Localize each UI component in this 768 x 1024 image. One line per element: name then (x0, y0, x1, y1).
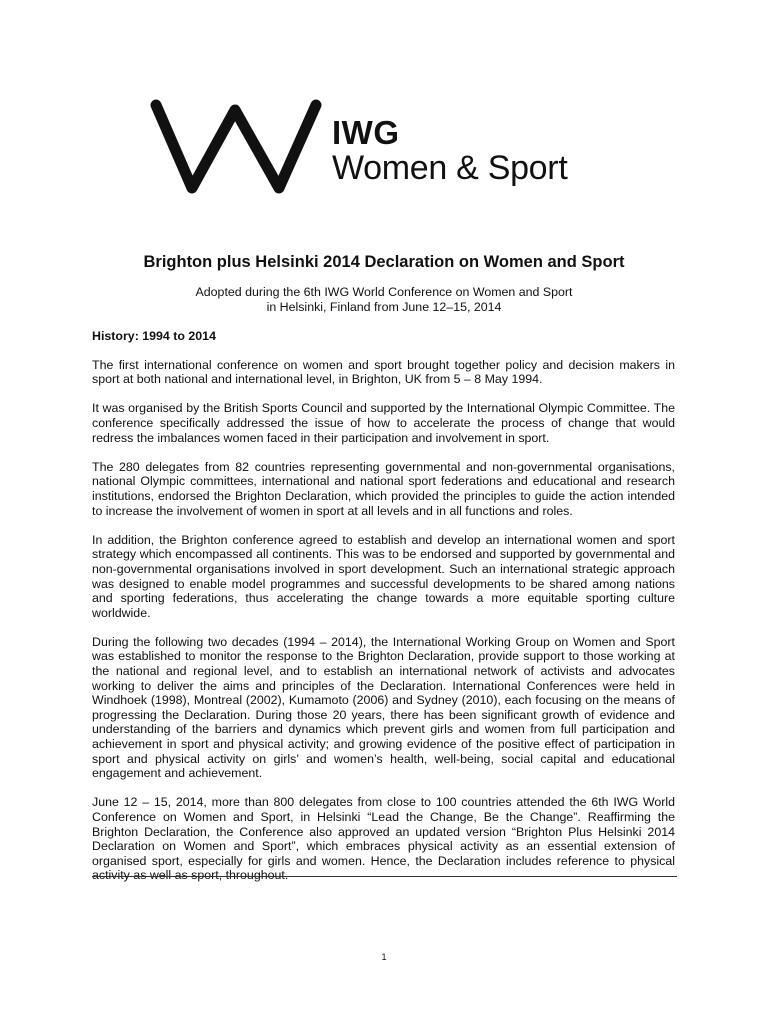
iwg-w-logo-icon (148, 96, 324, 200)
document-body (92, 329, 675, 898)
logo-abbreviation: IWG (332, 114, 400, 151)
page-number: 1 (381, 952, 387, 962)
paragraph: During the following two decades (1994 – 2014), the International Working Group on Women and Sport was established to monitor the response to the Brighton Declaration, provide support to those working at the national and regional level, and to establish an international network of activists and advocates working to deliver the aims and principles of the Declaration. International Conferences were held in Windhoek (1998), Montreal (2002), Kumamoto (2006) and Sydney (2010), each focusing on the means of progressing the Declaration. During those 20 years, there has been significant growth of evidence and understanding of the barriers and dynamics which prevent girls and women from full participation and achievement in sport and physical activity; and growing evidence of the positive effect of participation in sport and physical activity on girls’ and women’s health, well-being, social capital and educational engagement and achievement. (92, 634, 675, 781)
paragraph: It was organised by the British Sports Council and supported by the International Olympic Committee. The conference specifically addressed the issue of how to accelerate the process of change that would redress the imbalances women faced in their participation and involvement in sport. (92, 401, 675, 445)
paragraph: The first international conference on women and sport brought together policy and decision makers in sport at both national and international level, in Brighton, UK from 5 – 8 May 1994. (92, 357, 675, 387)
document-title: Brighton plus Helsinki 2014 Declaration on Women and Sport (143, 253, 625, 271)
subtitle-line: Adopted during the 6th IWG World Conference on Women and Sport (195, 285, 573, 299)
paragraph: In addition, the Brighton conference agreed to establish and develop an international women and sport strategy which encompassed all continents. This was to be endorsed and supported by governmental and non-governmental organisations involved in sport development. Such an international strategic approach was designed to enable model programmes and successful developments to be shared among nations and sporting federations, thus accelerating the change towards a more equitable sporting culture worldwide. (92, 532, 675, 620)
document-subtitle (0, 285, 768, 314)
iwg-logo (148, 96, 618, 200)
subtitle-line: in Helsinki, Finland from June 12–15, 2014 (266, 299, 502, 314)
paragraph: The 280 delegates from 82 countries representing governmental and non-governmental organisations, national Olympic committees, international and national sport federations and educational and research institutions, endorsed the Brighton Declaration, which provided the principles to guide the action intended to increase the involvement of women in sport at all levels and in all functions and roles. (92, 459, 675, 518)
section-heading: History: 1994 to 2014 (92, 329, 216, 343)
footer-divider (92, 876, 677, 877)
logo-organisation-name: Women & Sport (332, 149, 568, 187)
logo-wordmark (332, 116, 567, 186)
paragraph: June 12 – 15, 2014, more than 800 delegates from close to 100 countries attended the 6th IWG World Conference on Women and Sport, in Helsinki “Lead the Change, Be the Change”. Reaffirming the Brighton Declaration, the Conference also approved an updated version “Brighton Plus Helsinki 2014 Declaration on Women and Sport”, which embraces physical activity as an essential extension of organised sport, especially for girls and women. Hence, the Declaration includes reference to physical activity as well as sport, throughout. (92, 795, 675, 883)
